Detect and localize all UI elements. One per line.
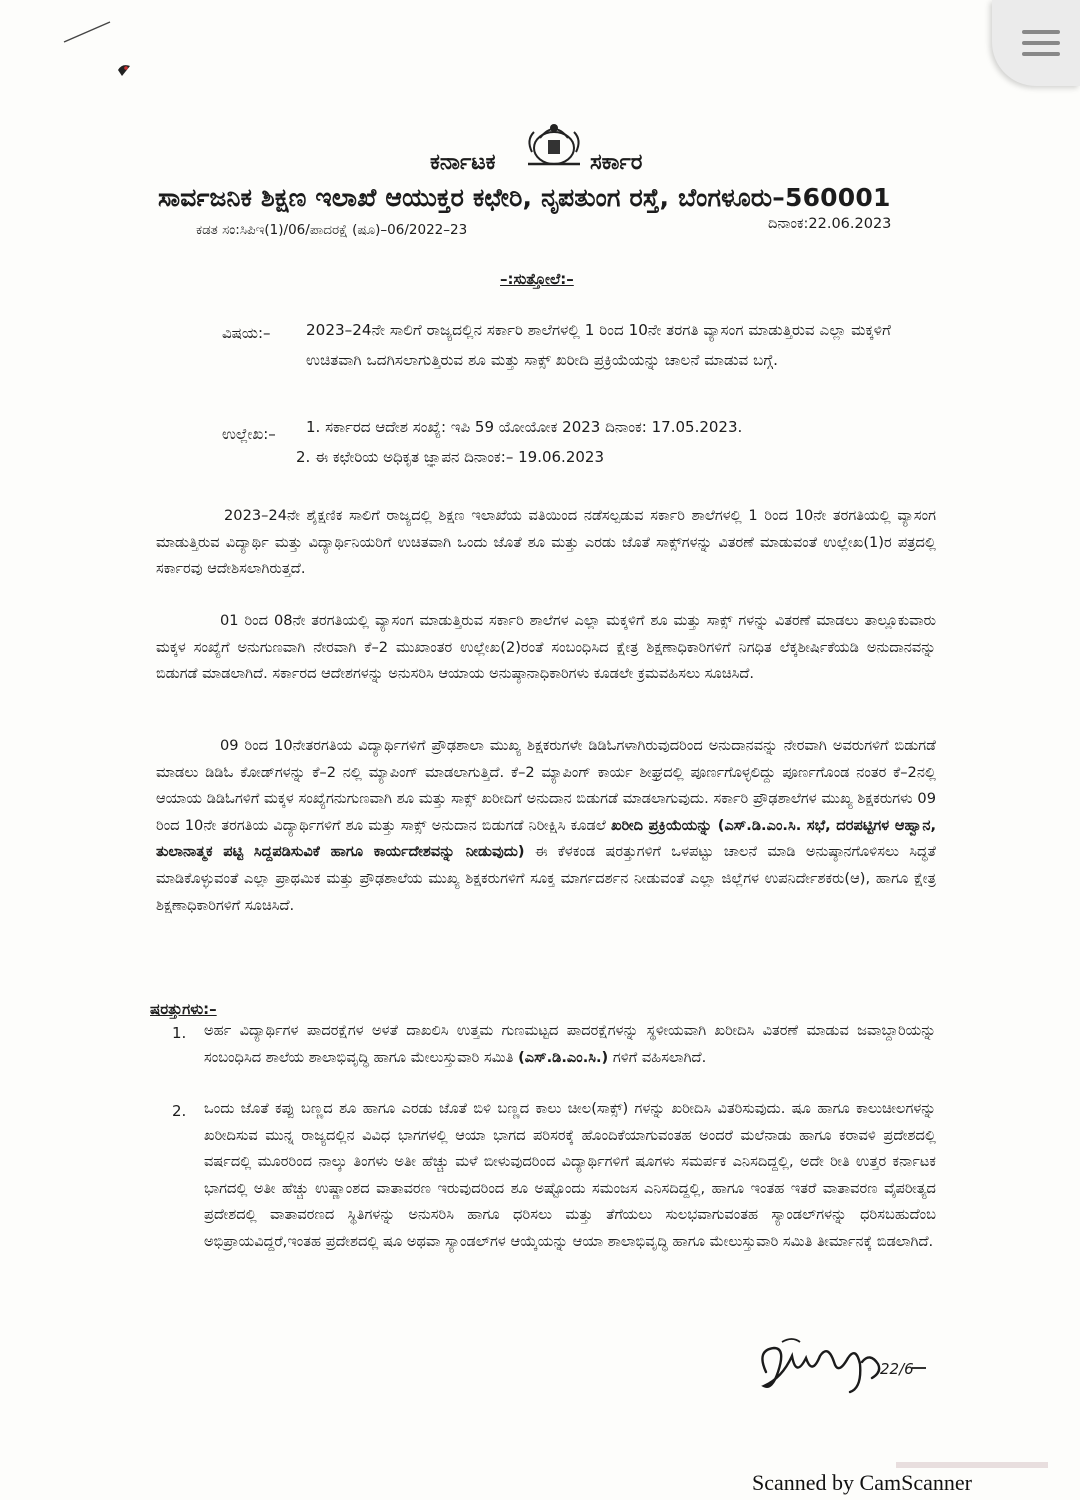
body-paragraph-2: 01 ರಿಂದ 08ನೇ ತರಗತಿಯಲ್ಲಿ ವ್ಯಾಸಂಗ ಮಾಡುತ್ತಿರುವ ಸರ್ಕಾರಿ ಶಾಲೆಗಳ ಎಲ್ಲಾ ಮಕ್ಕಳಿಗೆ ಶೂ ಮತ್ತು ಸಾಕ್ಸ್ ಗಳನ್ನು ವಿತರಣೆ ಮಾಡಲು ತಾಲ್ಲೂಕುವಾರು ಮಕ್ಕಳ ಸಂಖ್ಯೆಗೆ ಅನುಗುಣವಾಗಿ ನೇರವಾಗಿ ಕೆ–2 ಮುಖಾಂತರ ಉಲ್ಲೇಖ(2)ರಂತೆ ಸಂಬಂಧಿಸಿದ ಕ್ಷೇತ್ರ ಶಿಕ್ಷಣಾಧಿಕಾರಿಗಳಿಗೆ ನಿಗಧಿತ ಲೆಕ್ಕಶೀರ್ಷಿಕೆಯಡಿ ಅನುದಾನವನ್ನು ಬಿಡುಗಡೆ ಮಾಡಲಾಗಿದೆ. ಸರ್ಕಾರದ ಆದೇಶಗಳನ್ನು ಅನುಸರಿಸಿ ಆಯಾಯ ಅನುಷ್ಠಾನಾಧಿಕಾರಿಗಳು ಕೂಡಲೇ ಕ್ರಮವಹಿಸಲು ಸೂಚಿಸಿದೆ.	[156, 612, 936, 683]
paragraph-3-text-b: ಈ ಕೆಳಕಂಡ ಷರತ್ತುಗಳಿಗೆ ಒಳಪಟ್ಟು ಚಾಲನೆ ಮಾಡಿ ಅನುಷ್ಠಾನಗೊಳಿಸಲು ಸಿದ್ಧತೆ ಮಾಡಿಕೊಳ್ಳುವಂತೆ ಎಲ್ಲಾ ಪ್ರಾಥಮಿಕ ಮತ್ತು ಪ್ರೌಢಶಾಲೆಯ ಮುಖ್ಯ ಶಿಕ್ಷಕರುಗಳಿಗೆ ಸೂಕ್ತ ಮಾರ್ಗದರ್ಶನ ನೀಡುವಂತೆ ಎಲ್ಲಾ ಜಿಲ್ಲೆಗಳ ಉಪನಿರ್ದೇಶಕರು(ಆ), ಹಾಗೂ ಕ್ಷೇತ್ರ ಶಿಕ್ಷಣಾಧಿಕಾರಿಗಳಿಗೆ ಸೂಚಿಸಿದೆ.	[156, 843, 936, 914]
document-date: ದಿನಾಂಕ:22.06.2023	[768, 216, 892, 232]
conditions-heading: ಷರತ್ತುಗಳು:–	[150, 1000, 217, 1018]
signature-date: 22/6	[880, 1360, 914, 1378]
body-paragraph-3	[156, 733, 936, 919]
menu-icon	[1022, 30, 1060, 34]
paragraph-3-text-a: 09 ರಿಂದ 10ನೇತರಗತಿಯ ವಿದ್ಯಾರ್ಥಿಗಳಿಗೆ ಪ್ರೌಢಶಾಲಾ ಮುಖ್ಯ ಶಿಕ್ಷಕರುಗಳೇ ಡಿಡಿಓಗಳಾಗಿರುವುದರಿಂದ ಅನುದಾನವನ್ನು ನೇರವಾಗಿ ಅವರುಗಳಿಗೆ ಬಿಡುಗಡೆ ಮಾಡಲು ಡಿಡಿಓ ಕೋಡ್‌ಗಳನ್ನು ಕೆ–2 ನಲ್ಲಿ ಮ್ಯಾಪಿಂಗ್ ಮಾಡಲಾಗುತ್ತಿದೆ. ಕೆ–2 ಮ್ಯಾಪಿಂಗ್ ಕಾರ್ಯ ಶೀಘ್ರದಲ್ಲಿ ಪೂರ್ಣಗೊಳ್ಳಲಿದ್ದು ಪೂರ್ಣಗೊಂಡ ನಂತರ ಕೆ–2ನಲ್ಲಿ ಆಯಾಯ ಡಿಡಿಓಗಳಿಗೆ ಮಕ್ಕಳ ಸಂಖ್ಯೆಗನುಗುಣವಾಗಿ ಶೂ ಮತ್ತು ಸಾಕ್ಸ್ ಖರೀದಿಗೆ ಅನುದಾನ ಬಿಡುಗಡೆ ಮಾಡಲಾಗುವುದು. ಸರ್ಕಾರಿ ಪ್ರೌಢಶಾಲೆಗಳ ಮುಖ್ಯ ಶಿಕ್ಷಕರುಗಳು 09 ರಿಂದ 10ನೇ ತರಗತಿಯ ವಿದ್ಯಾರ್ಥಿಗಳಿಗೆ ಶೂ ಮತ್ತು ಸಾಕ್ಸ್ ಅನುದಾನ ಬಿಡುಗಡೆ ನಿರೀಕ್ಷಿಸಿ ಕೂಡಲೆ	[156, 737, 936, 834]
condition-1-bold-text: (ಎಸ್.ಡಿ.ಎಂ.ಸಿ.)	[518, 1048, 609, 1066]
bottom-rule	[896, 1462, 1048, 1468]
condition-1-text-b: ಗಳಿಗೆ ವಹಿಸಲಾಗಿದೆ.	[612, 1048, 707, 1066]
paragraph-3-bold-text: ಖರೀದಿ ಪ್ರಕ್ರಿಯೆಯನ್ನು (ಎಸ್.ಡಿ.ಎಂ.ಸಿ. ಸಭೆ, ದರಪಟ್ಟಿಗಳ ಆಹ್ವಾನ, ತುಲಾನಾತ್ಮಕ ಪಟ್ಟಿ ಸಿದ್ದಪಡಿಸುವಿಕೆ ಹಾಗೂ ಕಾರ್ಯದೇಶವನ್ನು ನೀಡುವುದು)	[156, 816, 936, 861]
ink-speck	[116, 62, 134, 78]
office-address: ಸಾರ್ವಜನಿಕ ಶಿಕ್ಷಣ ಇಲಾಖೆ ಆಯುಕ್ತರ ಕಛೇರಿ, ನೃಪತುಂಗ ರಸ್ತೆ, ಬೆಂಗಳೂರು–560001	[158, 183, 891, 212]
condition-item-2: ಒಂದು ಜೊತೆ ಕಪ್ಪು ಬಣ್ಣದ ಶೂ ಹಾಗೂ ಎರಡು ಜೊತೆ ಬಿಳಿ ಬಣ್ಣದ ಕಾಲು ಚೀಲ(ಸಾಕ್ಸ್) ಗಳನ್ನು ಖರೀದಿಸಿ ವಿತರಿಸುವುದು. ಷೂ ಹಾಗೂ ಕಾಲುಚೀಲಗಳನ್ನು ಖರೀದಿಸುವ ಮುನ್ನ ರಾಜ್ಯದಲ್ಲಿನ ವಿವಿಧ ಭಾಗಗಳಲ್ಲಿ ಆಯಾ ಭಾಗದ ಪರಿಸರಕ್ಕೆ ಹೊಂದಿಕೆಯಾಗುವಂತಹ ಅಂದರೆ ಮಲೆನಾಡು ಹಾಗೂ ಕರಾವಳಿ ಪ್ರದೇಶದಲ್ಲಿ ವರ್ಷದಲ್ಲಿ ಮೂರರಿಂದ ನಾಲ್ಕು ತಿಂಗಳು ಅತೀ ಹೆಚ್ಚು ಮಳೆ ಬೀಳುವುದರಿಂದ ವಿದ್ಯಾರ್ಥಿಗಳಿಗೆ ಷೂಗಳು ಸಮರ್ಪಕ ಎನಿಸದಿದ್ದಲ್ಲಿ, ಅದೇ ರೀತಿ ಉತ್ತರ ಕರ್ನಾಟಕ ಭಾಗದಲ್ಲಿ ಅತೀ ಹೆಚ್ಚು ಉಷ್ಣಾಂಶದ ವಾತಾವರಣ ಇರುವುದರಿಂದ ಶೂ ಅಷ್ಟೊಂದು ಸಮಂಜಸ ಎನಿಸದಿದ್ದಲ್ಲಿ, ಹಾಗೂ ಇಂತಹ ಇತರೆ ವಾತಾವರಣ ವೈಪರೀತ್ಯದ ಪ್ರದೇಶದಲ್ಲಿ ವಾತಾವರಣದ ಸ್ಥಿತಿಗಳನ್ನು ಅನುಸರಿಸಿ ಹಾಗೂ ಧರಿಸಲು ಮತ್ತು ತೆಗೆಯಲು ಸುಲಭವಾಗುವಂತಹ ಸ್ಯಾಂಡಲ್‌ಗಳನ್ನು ಧರಿಸಬಹುದೆಂಬ ಅಭಿಪ್ರಾಯವಿದ್ದರೆ,ಇಂತಹ ಪ್ರದೇಶದಲ್ಲಿ ಷೂ ಅಥವಾ ಸ್ಯಾಂಡಲ್‌ಗಳ ಆಯ್ಕೆಯನ್ನು ಆಯಾ ಶಾಲಾಭಿವೃದ್ಧಿ ಹಾಗೂ ಮೇಲುಸ್ತುವಾರಿ ಸಮಿತಿ ತೀರ್ಮಾನಕ್ಕೆ ಬಿಡಲಾಗಿದೆ.	[204, 1100, 936, 1250]
signature	[752, 1332, 932, 1402]
state-emblem-icon	[518, 118, 590, 170]
condition-1-text-a: ಅರ್ಹ ವಿದ್ಯಾರ್ಥಿಗಳ ಪಾದರಕ್ಷೆಗಳ ಅಳತೆ ದಾಖಲಿಸಿ ಉತ್ತಮ ಗುಣಮಟ್ಟದ ಪಾದರಕ್ಷೆಗಳನ್ನು ಸ್ಥಳೀಯವಾಗಿ ಖರೀದಿಸಿ ವಿತರಣೆ ಮಾಡುವ ಜವಾಬ್ದಾರಿಯನ್ನು ಸಂಬಂಧಿಸಿದ ಶಾಲೆಯ ಶಾಲಾಭಿವೃದ್ಧಿ ಹಾಗೂ ಮೇಲುಸ್ತುವಾರಿ ಸಮಿತಿ	[204, 1022, 936, 1066]
condition-number-2: 2.	[172, 1102, 187, 1120]
body-paragraph-1: 2023–24ನೇ ಶೈಕ್ಷಣಿಕ ಸಾಲಿಗೆ ರಾಜ್ಯದಲ್ಲಿ ಶಿಕ್ಷಣ ಇಲಾಖೆಯ ವತಿಯಿಂದ ನಡೆಸಲ್ಪಡುವ ಸರ್ಕಾರಿ ಶಾಲೆಗಳಲ್ಲಿ 1 ರಿಂದ 10ನೇ ತರಗತಿಯಲ್ಲಿ ವ್ಯಾಸಂಗ ಮಾಡುತ್ತಿರುವ ವಿದ್ಯಾರ್ಥಿ ಮತ್ತು ವಿದ್ಯಾರ್ಥಿನಿಯರಿಗೆ ಉಚಿತವಾಗಿ ಒಂದು ಜೊತೆ ಶೂ ಮತ್ತು ಎರಡು ಜೊತೆ ಸಾಕ್ಸ್‌ಗಳನ್ನು ವಿತರಣೆ ಮಾಡುವಂತೆ ಉಲ್ಲೇಖ(1)ರ ಪತ್ರದಲ್ಲಿ ಸರ್ಕಾರವು ಆದೇಶಿಸಲಾಗಿರುತ್ತದೆ.	[156, 507, 936, 578]
menu-icon-bar-3	[1022, 52, 1060, 56]
condition-number-1: 1.	[172, 1024, 187, 1042]
government-name-right: ಸರ್ಕಾರ	[590, 150, 643, 175]
reference-item-2: 2. ಈ ಕಛೇರಿಯ ಅಧಿಕೃತ ಜ್ಞಾಪನ ದಿನಾಂಕ:– 19.06.2023	[296, 448, 604, 466]
condition-item-1	[204, 1018, 936, 1071]
menu-button[interactable]	[992, 0, 1080, 86]
government-name-left: ಕರ್ನಾಟಕ	[430, 150, 496, 175]
menu-icon-bar-2	[1022, 41, 1060, 45]
reference-item-1: 1. ಸರ್ಕಾರದ ಆದೇಶ ಸಂಖ್ಯೆ: ಇಪಿ 59 ಯೋಯೋಕ 2023 ದಿನಾಂಕ: 17.05.2023.	[306, 418, 743, 436]
subject-label: ವಿಷಯ:–	[222, 324, 271, 342]
reference-label: ಉಲ್ಲೇಖ:–	[222, 425, 276, 443]
file-number: ಕಡತ ಸಂ:ಸಿಪಿಇ(1)/06/ಪಾದರಕ್ಷೆ (ಷೂ)–06/2022–23	[196, 222, 468, 238]
subject-text: 2023–24ನೇ ಸಾಲಿಗೆ ರಾಜ್ಯದಲ್ಲಿನ ಸರ್ಕಾರಿ ಶಾಲೆಗಳಲ್ಲಿ 1 ರಿಂದ 10ನೇ ತರಗತಿ ವ್ಯಾಸಂಗ ಮಾಡುತ್ತಿರುವ ಎಲ್ಲಾ ಮಕ್ಕಳಿಗೆ ಉಚಿತವಾಗಿ ಒದಗಿಸಲಾಗುತ್ತಿರುವ ಶೂ ಮತ್ತು ಸಾಕ್ಸ್ ಖರೀದಿ ಪ್ರಕ್ರಿಯೆಯನ್ನು ಚಾಲನೆ ಮಾಡುವ ಬಗ್ಗೆ.	[306, 321, 891, 369]
circular-heading: –:ಸುತ್ತೋಲೆ:–	[500, 270, 574, 288]
scanner-watermark: Scanned by CamScanner	[752, 1470, 972, 1495]
pen-mark	[62, 18, 114, 46]
